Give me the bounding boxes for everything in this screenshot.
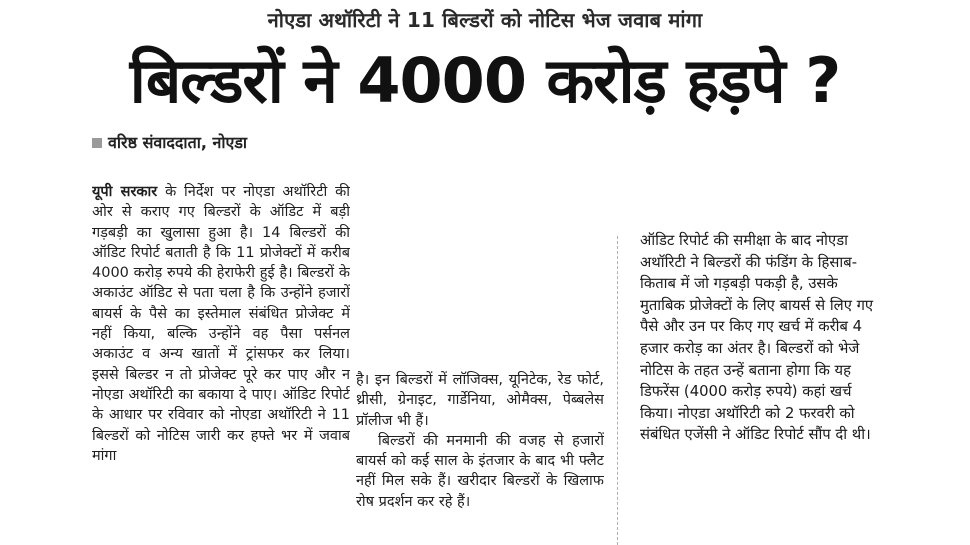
column2-paragraph-2: बिल्डरों की मनमानी की वजह से हजारों बायर्स को कई साल के इंतजार के बाद भी फ्लैट नहीं मिल सके हैं। खरीदार बिल्डरों के खिलाफ रोष प्रदर्शन कर रहे हैं।: [356, 432, 604, 510]
byline-square-icon: [92, 138, 102, 148]
column3-paragraph: ऑडिट रिपोर्ट की समीक्षा के बाद नोएडा अथॉरिटी ने बिल्डरों की फंडिंग के हिसाब-किताब में जो गड़बड़ी पकड़ी है, उसके मुताबिक प्रोजेक्टों के लिए बायर्स से लिए गए पैसे और उन पर किए गए खर्च में करीब 4 हजार करोड़ का अंतर है। बिल्डरों को भेजे नोटिस के तहत उन्हें बताना होगा कि यह डिफरेंस (4000 करोड़ रुपये) कहां खर्च किया। नोएडा अथॉरिटी को 2 फरवरी को संबंधित एजेंसी ने ऑडिट रिपोर्ट सौंप दी थी।: [640, 232, 874, 444]
column1-paragraph: [92, 182, 350, 466]
article-column-3: [640, 230, 880, 545]
byline: [92, 131, 247, 153]
column2-paragraph-1: है। इन बिल्डरों में लॉजिक्स, यूनिटेक, रेड फोर्ट, थ्रीसी, ग्रेनाइट, गार्डेनिया, ओमैक्स, पेब्बलेस प्रॉलीज भी हैं।: [356, 372, 604, 429]
column1-text: के निर्देश पर नोएडा अथॉरिटी की ओर से कराए गए बिल्डरों के ऑडिट में बड़ी गड़बड़ी का खुलासा हुआ है। 14 बिल्डरों की ऑडिट रिपोर्ट बताती है कि 11 प्रोजेक्टों में करीब 4000 करोड़ रुपये की हेराफेरी हुई है। बिल्डरों के अकाउंट ऑडिट से पता चला है कि उन्होंने हजारों बायर्स के पैसे का इस्तेमाल संबंधित प्रोजेक्ट में नहीं किया, बल्कि उन्होंने वह पैसा पर्सनल अकाउंट व अन्य खातों में ट्रांसफर कर लिया। इससे बिल्डर न तो प्रोजेक्ट पूरे कर पाए और न नोएडा अथॉरिटी का बकाया दे पाए। ऑडिट रिपोर्ट के आधार पर रविवार को नोएडा अथॉरिटी ने 11 बिल्डरों को नोटिस जारी कर हफ्ते भर में जवाब मांगा: [92, 184, 350, 464]
column1-lead: यूपी सरकार: [92, 184, 158, 200]
headline: बिल्डरों ने 4000 करोड़ हड़पे ?: [129, 44, 841, 117]
byline-text: वरिष्ठ संवाददाता, नोएडा: [108, 133, 248, 152]
article-column-2: [356, 370, 604, 545]
kicker-subheadline: नोएडा अथॉरिटी ने 11 बिल्डरों को नोटिस भेज जवाब मांगा: [267, 8, 703, 32]
article-column-1: [92, 182, 350, 545]
column-divider: [617, 236, 618, 545]
